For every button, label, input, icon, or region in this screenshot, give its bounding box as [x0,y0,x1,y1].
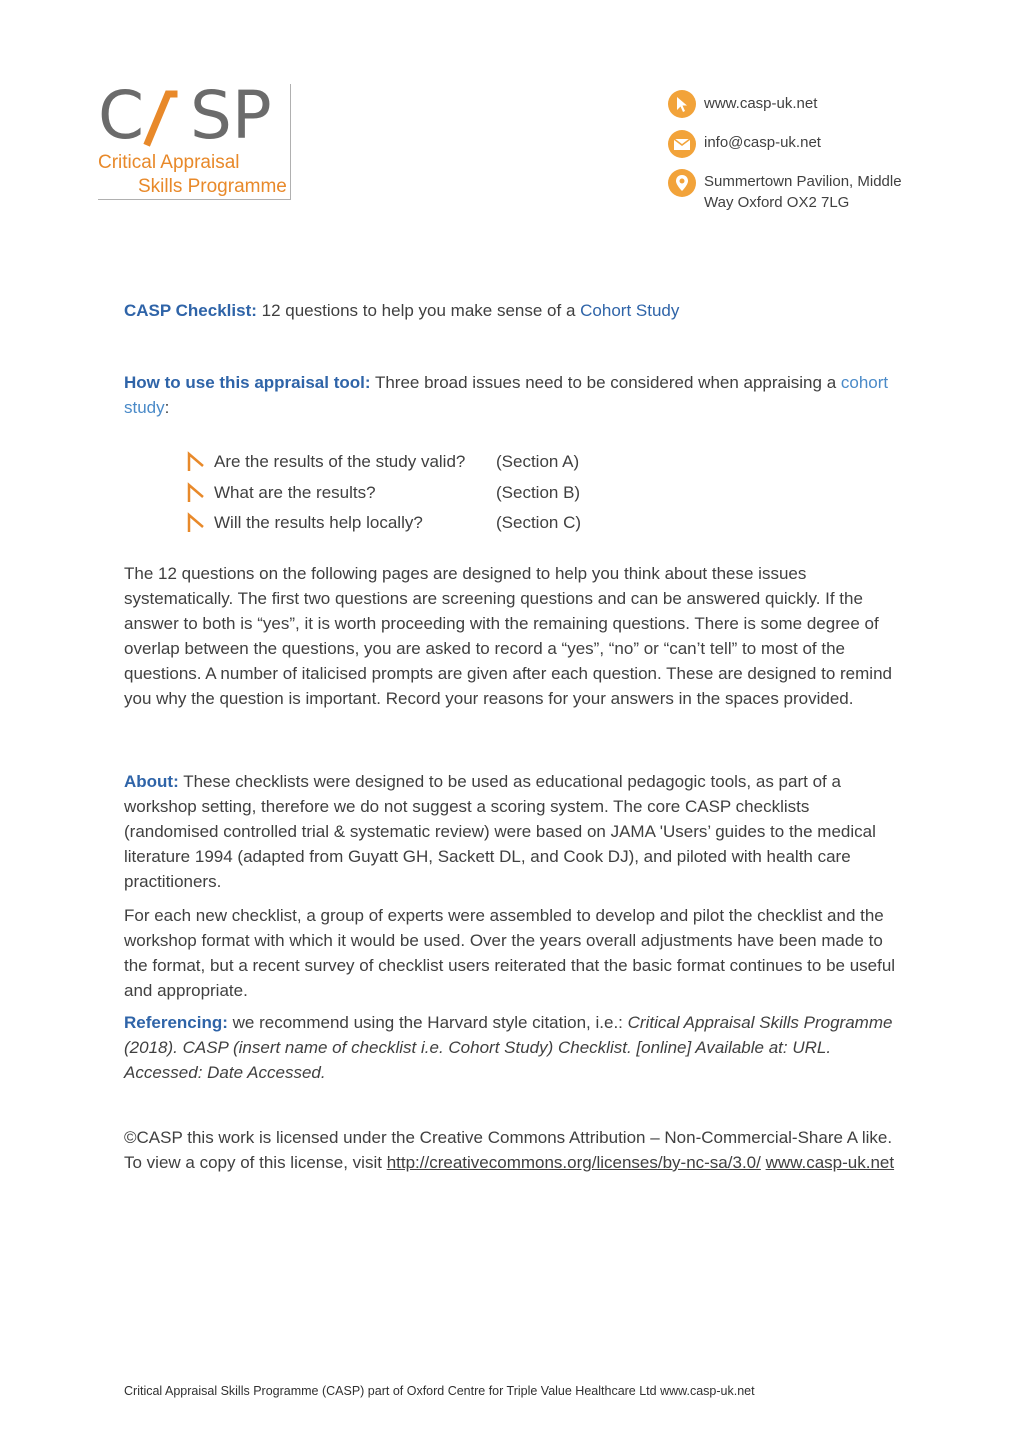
howto-paragraph [124,370,904,420]
title-label: CASP Checklist: [124,301,257,320]
section-list [186,447,581,539]
chevron-bullet-icon [186,512,206,534]
about-paragraph-2: For each new checklist, a group of experts were assembled to develop and pilot the checklist and the workshop format with which it would be used. Over the years overall adjustments have been made to the format, but a recent survey of checklist users reiterated that the basic format continues to be useful and appropriate. [124,906,896,1000]
bullet-section: (Section C) [496,513,582,532]
bullet-question: Are the results of the study valid? [214,452,466,471]
page-title [124,298,904,323]
chevron-bullet-icon [186,451,206,473]
howto-tail: : [164,398,170,417]
bullet-question: Will the results help locally? [214,513,423,532]
license-paragraph [124,1125,904,1175]
referencing-citation: Critical Appraisal Skills Programme (2018). CASP (insert name of checklist i.e. Cohort Study) Checklist. [online] Available at: URL. Accessed: Date Accessed. [124,1013,893,1082]
about-label: About: [124,772,179,791]
cursor-icon [668,90,696,118]
referencing-label: Referencing: [124,1013,228,1032]
logo-letters-sp: SP [190,84,272,148]
email-link[interactable]: info@casp-uk.net [704,134,821,151]
list-item [186,508,581,539]
logo-chevron-a [148,94,174,142]
howto-label: How to use this appraisal tool: [124,373,371,392]
address-text: Summertown Pavilion, Middle Way Oxford OX2 7LG [704,173,902,211]
creative-commons-link[interactable]: http://creativecommons.org/licenses/by-nc-sa/3.0/ [386,1153,761,1172]
title-text: 12 questions to help you make sense of a [261,301,576,320]
bullet-question: What are the results? [214,482,376,502]
contact-address [668,169,924,213]
logo-letter-c: C [98,84,145,148]
license-text: ©CASP this work is licensed under the Creative Commons Attribution – Non-Commercial-Share A like. To view a copy of this license, visit [124,1128,893,1172]
casp-website-link[interactable]: www.casp-uk.net [765,1153,895,1172]
referencing-text: we recommend using the Harvard style citation, i.e.: [232,1013,623,1032]
envelope-icon [668,130,696,158]
casp-logo-mark [98,84,290,148]
contact-website [668,90,924,118]
page-footer: Critical Appraisal Skills Programme (CASP) part of Oxford Centre for Triple Value Healthcare Ltd www.casp-uk.net [124,1384,755,1398]
about-paragraph [124,769,904,894]
bullet-section: (Section A) [496,452,580,471]
contact-email [668,130,924,158]
title-emphasis: Cohort Study [580,301,680,320]
list-item [186,447,581,478]
casp-logo [98,84,291,200]
about-text: These checklists were designed to be used as educational pedagogic tools, as part of a workshop setting, therefore we do not suggest a scoring system. The core CASP checklists (randomised controlled trial & systematic review) were based on JAMA 'Users’ guides to the medical literature 1994 (adapted from Guyatt GH, Sackett DL, and Cook DJ), and piloted with health care practitioners. [124,772,876,891]
intro-paragraph: The 12 questions on the following pages are designed to help you think about these issues systematically. The first two questions are screening questions and can be answered quickly. If the answer to both is “yes”, it is worth proceeding with the remaining questions. There is some degree of overlap between the questions, you are asked to record a “yes”, “no” or “can’t tell” to most of the questions. A number of italicised prompts are given after each question. These are designed to remind you why the question is important. Record your reasons for your answers in the spaces provided. [124,564,892,708]
list-item [186,478,581,509]
chevron-bullet-icon [186,482,206,504]
website-link[interactable]: www.casp-uk.net [704,95,818,112]
bullet-section: (Section B) [496,482,581,502]
howto-text: Three broad issues need to be considered when appraising a [374,373,837,392]
referencing-paragraph [124,1010,904,1085]
location-pin-icon [668,169,696,197]
logo-line-1: Critical Appraisal [98,152,240,173]
logo-line-2: Skills Programme [138,176,287,197]
cohort-study-link[interactable]: cohort study [124,373,889,417]
